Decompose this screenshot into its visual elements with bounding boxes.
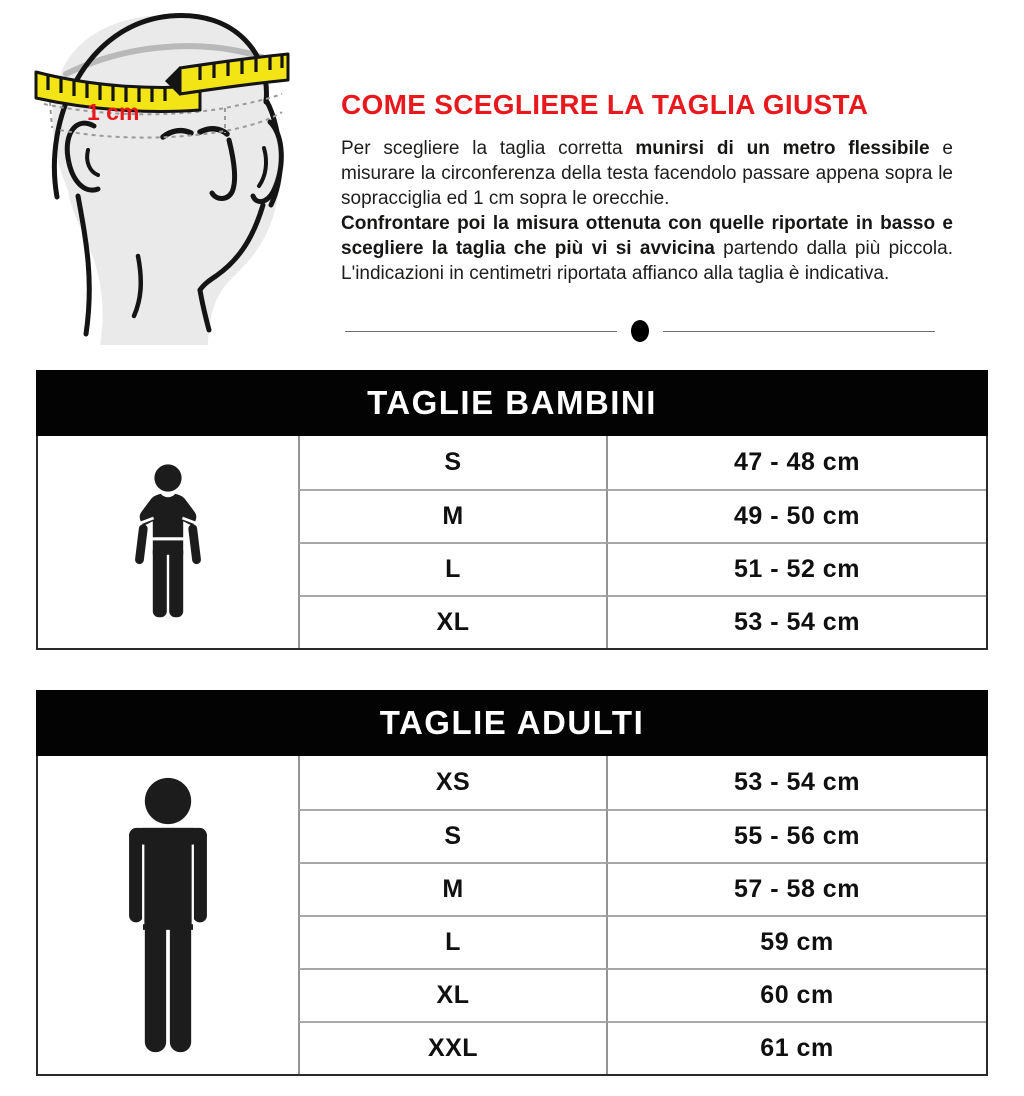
one-cm-label: 1 cm (87, 99, 140, 125)
kids-table-title: TAGLIE BAMBINI (36, 370, 988, 436)
intro-text-1: Per scegliere la taglia corretta (341, 138, 636, 159)
adult-size-label: S (298, 809, 606, 862)
divider-dot-icon (631, 320, 649, 342)
kids-size-label: S (298, 436, 606, 489)
adult-size-range: 53 - 54 cm (606, 756, 986, 809)
adult-size-label: XXL (298, 1021, 606, 1074)
kids-size-range: 49 - 50 cm (606, 489, 986, 542)
adult-size-label: L (298, 915, 606, 968)
adult-size-label: XL (298, 968, 606, 1021)
adult-size-range: 57 - 58 cm (606, 862, 986, 915)
head-illustration-svg (30, 0, 330, 345)
adult-size-label: M (298, 862, 606, 915)
adult-size-range: 55 - 56 cm (606, 809, 986, 862)
intro-bold-2: Confrontare poi la misura ottenuta con quelle riportate in basso e scegliere la taglia che più vi si avvicina (341, 213, 953, 259)
divider-line-right (663, 331, 935, 332)
kids-size-section (36, 370, 988, 650)
adult-figure-icon (38, 756, 298, 1074)
kids-size-range: 47 - 48 cm (606, 436, 986, 489)
child-figure-svg (128, 444, 208, 640)
adult-size-range: 61 cm (606, 1021, 986, 1074)
adult-figure-svg (117, 776, 219, 1054)
page-title: COME SCEGLIERE LA TAGLIA GIUSTA (341, 89, 869, 120)
kids-size-label: L (298, 542, 606, 595)
adult-size-label: XS (298, 756, 606, 809)
intro-paragraph (341, 136, 953, 286)
adults-size-section (36, 690, 988, 1076)
intro-bold-1: munirsi di un metro flessibile (635, 138, 930, 159)
head-measuring-tape-illustration (30, 0, 330, 345)
kids-size-range: 51 - 52 cm (606, 542, 986, 595)
adults-table-title: TAGLIE ADULTI (36, 690, 988, 756)
adult-size-range: 59 cm (606, 915, 986, 968)
kids-size-label: XL (298, 595, 606, 648)
intro-text-2: e misurare la circonferenza della testa facendolo passare appena sopra le sopracciglia ed 1 cm sopra le orecchie. (341, 138, 953, 209)
kids-size-range: 53 - 54 cm (606, 595, 986, 648)
intro-section (341, 90, 953, 286)
section-divider (345, 319, 935, 343)
adults-size-table (36, 756, 988, 1076)
child-figure-icon (38, 436, 298, 648)
kids-size-label: M (298, 489, 606, 542)
adult-size-range: 60 cm (606, 968, 986, 1021)
kids-size-table (36, 436, 988, 650)
divider-line-left (345, 331, 617, 332)
intro-text-3: partendo dalla più piccola. L'indicazioni in centimetri riportata affianco alla taglia è indicativa. (341, 238, 953, 284)
